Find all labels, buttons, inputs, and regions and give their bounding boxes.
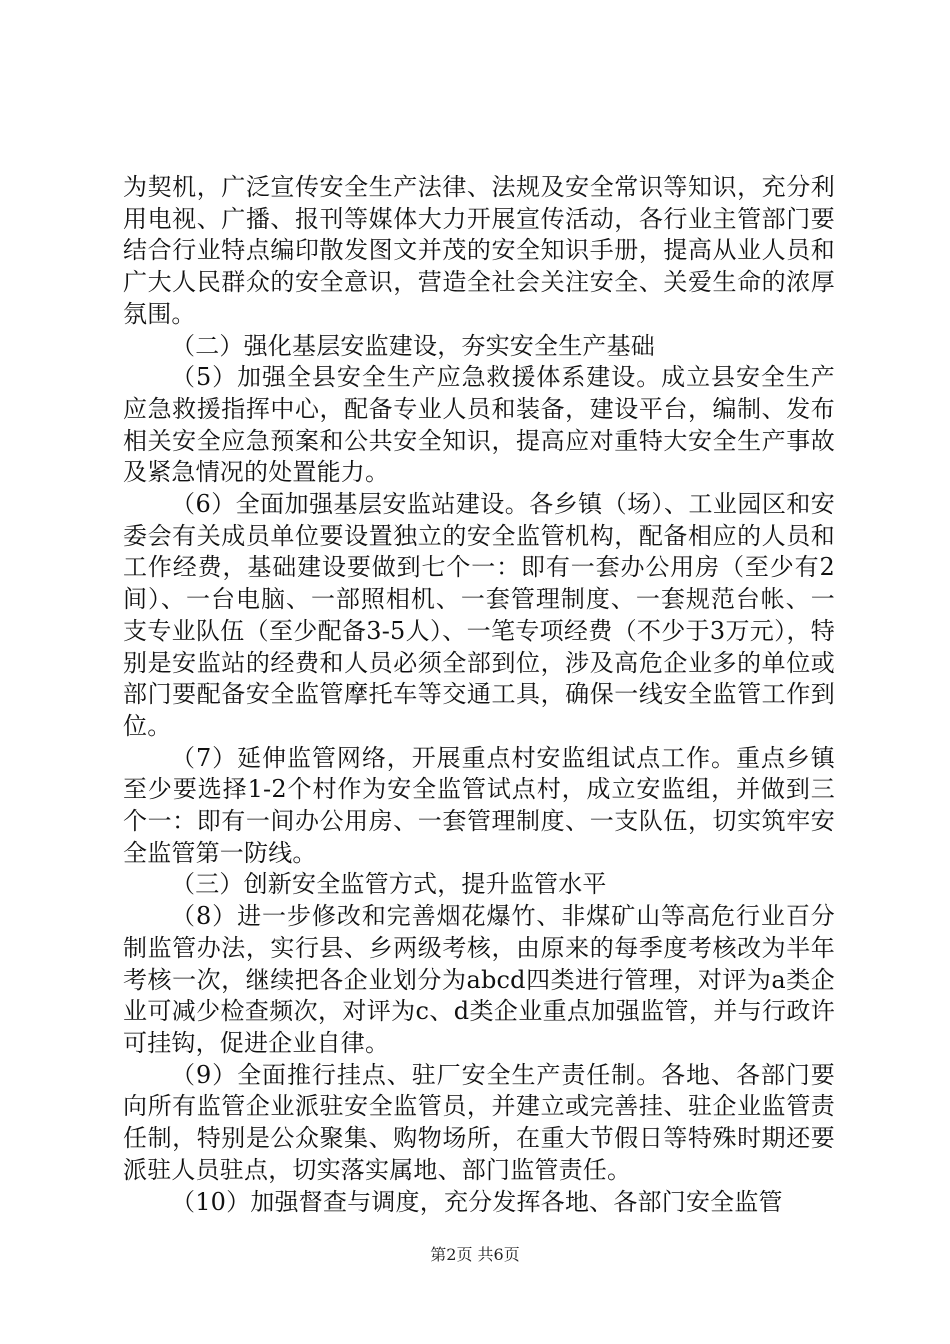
- paragraph-item-9: （9）全面推行挂点、驻厂安全生产责任制。各地、各部门要向所有监管企业派驻安全监管员，并建立或完善挂、驻企业监管责任制，特别是公众聚集、购物场所，在重大节假日等特殊时期还要派驻人员驻点，切实落实属地、部门监管责任。: [123, 1060, 835, 1184]
- paragraph-item-6: （6）全面加强基层安监站建设。各乡镇（场）、工业园区和安委会有关成员单位要设置独立的安全监管机构，配备相应的人员和工作经费，基础建设要做到七个一：即有一套办公用房（至少有2间）、一台电脑、一部照相机、一套管理制度、一套规范台帐、一支专业队伍（至少配备3-5人）、一笔专项经费（不少于3万元），特别是安监站的经费和人员必须全部到位，涉及高危企业多的单位或部门要配备安全监管摩托车等交通工具，确保一线安全监管工作到位。: [123, 490, 835, 740]
- paragraph-item-10: （10）加强督查与调度，充分发挥各地、各部门安全监管: [171, 1187, 783, 1216]
- paragraph-item-8: （8）进一步修改和完善烟花爆竹、非煤矿山等高危行业百分制监管办法，实行县、乡两级考核，由原来的每季度考核改为半年考核一次，继续把各企业划分为abcd四类进行管理，对评为a类企业可减少检查频次，对评为c、d类企业重点加强监管，并与行政许可挂钩，促进企业自律。: [123, 902, 835, 1057]
- document-body: [123, 172, 835, 1218]
- paragraph-item-7: （7）延伸监管网络，开展重点村安监组试点工作。重点乡镇至少要选择1-2个村作为安全监管试点村，成立安监组，并做到三个一：即有一间办公用房、一套管理制度、一支队伍，切实筑牢安全监管第一防线。: [123, 743, 835, 867]
- page-number-label: 第2页 共6页: [430, 1245, 520, 1264]
- section-heading-2: （二）强化基层安监建设，夯实安全生产基础: [171, 331, 655, 360]
- page-footer: [0, 1245, 950, 1265]
- paragraph-1: 为契机，广泛宣传安全生产法律、法规及安全常识等知识，充分利用电视、广播、报刊等媒体大力开展宣传活动，各行业主管部门要结合行业特点编印散发图文并茂的安全知识手册，提高从业人员和广大人民群众的安全意识，营造全社会关注安全、关爱生命的浓厚氛围。: [123, 173, 835, 328]
- section-heading-3: （三）创新安全监管方式，提升监管水平: [171, 870, 607, 899]
- paragraph-item-5: （5）加强全县安全生产应急救援体系建设。成立县安全生产应急救援指挥中心，配备专业人员和装备，建设平台，编制、发布相关安全应急预案和公共安全知识，提高应对重特大安全生产事故及紧急情况的处置能力。: [123, 363, 835, 487]
